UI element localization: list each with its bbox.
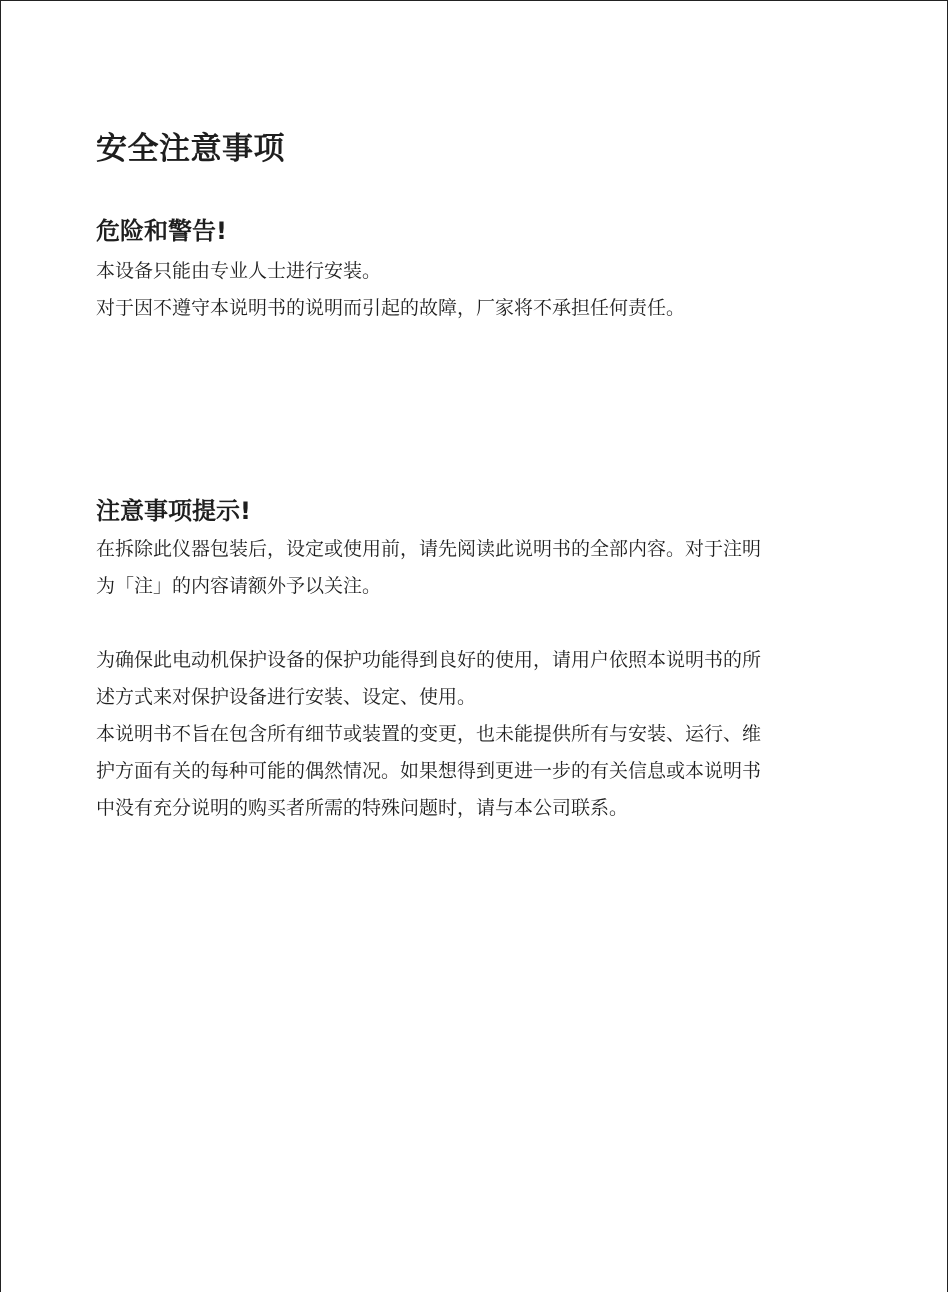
paragraph-scope-disclaimer bbox=[96, 716, 866, 827]
paragraph-line: 中没有充分说明的购买者所需的特殊问题时，请与本公司联系。 bbox=[96, 797, 629, 819]
paragraph-read-manual bbox=[96, 531, 866, 605]
paragraph-line: 护方面有关的每种可能的偶然情况。如果想得到更进一步的有关信息或本说明书 bbox=[96, 760, 762, 782]
paragraph-line: 为确保此电动机保护设备的保护功能得到良好的使用，请用户依照本说明书的所 bbox=[96, 649, 762, 671]
paragraph-line: 本说明书不旨在包含所有细节或装置的变更，也未能提供所有与安装、运行、维 bbox=[96, 723, 762, 745]
page-title: 安全注意事项 bbox=[96, 131, 285, 167]
paragraph-protection-usage bbox=[96, 642, 866, 716]
paragraph-line: 为「注」的内容请额外予以关注。 bbox=[96, 575, 382, 597]
paragraph-line: 在拆除此仪器包装后，设定或使用前，请先阅读此说明书的全部内容。对于注明 bbox=[96, 538, 762, 560]
paragraph-line: 述方式来对保护设备进行安装、设定、使用。 bbox=[96, 686, 477, 708]
paragraph-liability-notice: 对于因不遵守本说明书的说明而引起的故障，厂家将不承担任何责任。 bbox=[96, 297, 686, 319]
section-heading-danger-warning: 危险和警告! bbox=[96, 217, 227, 245]
section-heading-precautions: 注意事项提示! bbox=[96, 497, 251, 525]
paragraph-installation-notice: 本设备只能由专业人士进行安装。 bbox=[96, 260, 382, 282]
